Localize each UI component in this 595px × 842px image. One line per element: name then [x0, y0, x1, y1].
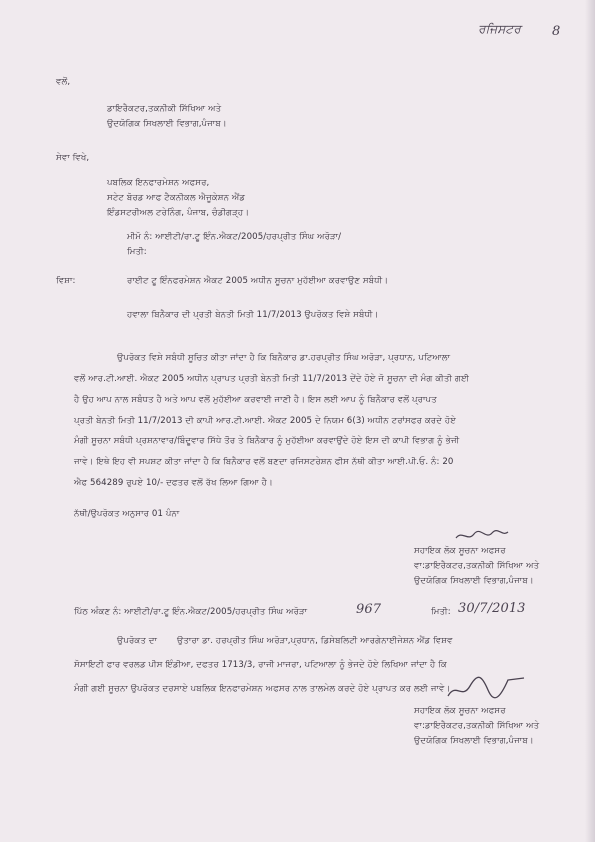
- page-edge-shadow: [585, 0, 595, 842]
- endorsement-number: ਪਿੱਠ ਅੰਕਣ ਨੰ: ਆਈਟੀ/ਰਾ.ਟੂ ਇੰਨ.ਐਕਟ/2005/ਹਰਪ੍ਰੀਤ ਸਿੰਘ ਅਰੋੜਾ: [74, 607, 308, 617]
- endorsement-handwritten-number: 967: [356, 602, 382, 617]
- signature-scribble-1: [452, 528, 512, 544]
- reference-text: ਹਵਾਲਾ ਬਿਨੈਕਾਰ ਦੀ ਪ੍ਰਤੀ ਬੇਨਤੀ ਮਿਤੀ 11/7/2013 ਉਪਰੋਕਤ ਵਿਸ਼ੇ ਸਬੰਧੀ।: [127, 310, 379, 320]
- copy-line-1: ਉਤਾਰਾ ਡਾ. ਹਰਪ੍ਰੀਤ ਸਿੰਘ ਅਰੋੜਾ,ਪ੍ਰਧਾਨ, ਡਿਸੇਬਲਿਟੀ ਆਰਗੇਨਾਈਜੇਸ਼ਨ ਐਂਡ ਵਿਸ਼ਵ: [177, 636, 453, 646]
- subject-label: ਵਿਸ਼ਾ:: [56, 276, 76, 286]
- to-label: ਸੇਵਾ ਵਿਖੇ,: [56, 153, 90, 163]
- body-line-4: ਪ੍ਰਤੀ ਬੇਨਤੀ ਮਿਤੀ 11/7/2013 ਦੀ ਕਾਪੀ ਆਰ.ਟੀ.ਆਈ. ਐਕਟ 2005 ਦੇ ਨਿਯਮ 6(3) ਅਧੀਨ ਟਰਾਂਸਫਰ ਕਰਦੇ ਹੋਏ: [74, 416, 457, 426]
- body-line-7: ਐਫ 564289 ਰੁਪਏ 10/- ਦਫਤਰ ਵਲੋਂ ਰੱਖ ਲਿਆ ਗਿਆ ਹੈ।: [74, 478, 273, 488]
- signature-1-line-3: ਉਦਯੋਗਿਕ ਸਿਖਲਾਈ ਵਿਭਾਗ,ਪੰਜਾਬ।: [414, 576, 534, 586]
- corner-number: 8: [552, 24, 561, 39]
- signature-1-line-2: ਵਾ:ਡਾਇਰੈਕਟਰ,ਤਕਨੀਕੀ ਸਿੱਖਿਆ ਅਤੇ: [414, 561, 540, 571]
- body-line-6: ਜਾਵੇ। ਇਥੇ ਇਹ ਵੀ ਸਪਸ਼ਟ ਕੀਤਾ ਜਾਂਦਾ ਹੈ ਕਿ ਬਿਨੈਕਾਰ ਵਲੋਂ ਬਣਦਾ ਰਜਿਸਟਰੇਸ਼ਨ ਫੀਸ ਨੱਥੀ ਕੀਤਾ ਆਈ.ਪੀ.ਓ. ਨੰ: 20: [74, 457, 454, 467]
- endorsement-handwritten-date: 30/7/2013: [458, 601, 526, 616]
- body-line-3: ਹੈ ਉਹ ਆਪ ਨਾਲ ਸਬੰਧਤ ਹੈ ਅਤੇ ਆਪ ਵਲੋਂ ਮੁਹੱਈਆ ਕਰਵਾਈ ਜਾਣੀ ਹੈ। ਇਸ ਲਈ ਆਪ ਨੂੰ ਬਿਨੈਕਾਰ ਵਲੋਂ ਪ੍ਰਾਪਤ: [74, 395, 437, 405]
- copy-prefix: ਉਪਰੋਕਤ ਦਾ: [117, 636, 158, 646]
- copy-line-3: ਮੰਗੀ ਗਈ ਸੂਚਨਾ ਉਪਰੋਕਤ ਦਰਸਾਏ ਪਬਲਿਕ ਇਨਫਾਰਮੇਸ਼ਨ ਅਫਸਰ ਨਾਲ ਤਾਲਮੇਲ ਕਰਦੇ ਹੋਏ ਪ੍ਰਾਪਤ ਕਰ ਲਈ ਜਾਵੇ।: [74, 684, 451, 694]
- from-label: ਵਲੋਂ,: [56, 77, 71, 87]
- sender-line-1: ਡਾਇਰੈਕਟਰ,ਤਕਨੀਕੀ ਸਿੱਖਿਆ ਅਤੇ: [107, 104, 222, 114]
- signature-2-line-3: ਉਦਯੋਗਿਕ ਸਿਖਲਾਈ ਵਿਭਾਗ,ਪੰਜਾਬ।: [414, 736, 534, 746]
- memo-number: ਮੀਮੋ ਨੰ: ਆਈਟੀ/ਰਾ.ਟੂ ਇੰਨ.ਐਕਟ/2005/ਹਰਪ੍ਰੀਤ ਸਿੰਘ ਅਰੋੜਾ/: [127, 232, 342, 242]
- memo-date-label: ਮਿਤੀ:: [127, 247, 147, 257]
- recipient-line-1: ਪਬਲਿਕ ਇਨਫਾਰਮੇਸ਼ਨ ਅਫਸਰ,: [107, 178, 210, 188]
- signature-1-title: ਸਹਾਇਕ ਲੋਕ ਸੂਚਨਾ ਅਫਸਰ: [414, 546, 506, 556]
- enclosure-note: ਨੱਥੀ/ਉਪਰੋਕਤ ਅਨੁਸਾਰ 01 ਪੰਨਾ: [74, 509, 180, 519]
- body-line-2: ਵਲੋਂ ਆਰ.ਟੀ.ਆਈ. ਐਕਟ 2005 ਅਧੀਨ ਪ੍ਰਾਪਤ ਪ੍ਰਤੀ ਬੇਨਤੀ ਮਿਤੀ 11/7/2013 ਦੇਂਦੇ ਹੋਏ ਜੋ ਸੂਚਨਾ ਦੀ ਮੰਗ ਕੀਤੀ ਗਈ: [74, 374, 470, 384]
- recipient-line-2: ਸਟੇਟ ਬੋਰਡ ਆਫ ਟੈਕਨੀਕਲ ਐਜੂਕੇਸ਼ਨ ਐਂਡ: [107, 193, 246, 203]
- sender-line-2: ਉਦਯੋਗਿਕ ਸਿਖਲਾਈ ਵਿਭਾਗ,ਪੰਜਾਬ।: [107, 119, 227, 129]
- corner-annotation: ਰਜਿਸਟਰ: [478, 22, 521, 36]
- copy-line-2: ਸੋਸਾਇਟੀ ਫਾਰ ਵਰਲਡ ਪੀਸ ਇੰਡੀਆ, ਦਫਤਰ 1713/3, ਰਾਜੀ ਮਾਜਰਾ, ਪਟਿਆਲਾ ਨੂੰ ਭੇਜਦੇ ਹੋਏ ਲਿਖਿਆ ਜਾਂਦਾ ਹੈ ਕਿ: [74, 660, 447, 670]
- signature-2-title: ਸਹਾਇਕ ਲੋਕ ਸੂਚਨਾ ਅਫਸਰ: [414, 706, 506, 716]
- subject-text: ਰਾਈਟ ਟੂ ਇੰਨਫਰਮੇਸ਼ਨ ਐਕਟ 2005 ਅਧੀਨ ਸੂਚਨਾ ਮੁਹੱਈਆ ਕਰਵਾਉਣ ਸਬੰਧੀ।: [127, 276, 389, 286]
- recipient-line-3: ਇੰਡਸਟਰੀਅਲ ਟਰੇਨਿੰਗ, ਪੰਜਾਬ, ਚੰਡੀਗੜ੍ਹ।: [107, 208, 250, 218]
- body-line-1: ਉਪਰੋਕਤ ਵਿਸ਼ੇ ਸਬੰਧੀ ਸੂਚਿਤ ਕੀਤਾ ਜਾਂਦਾ ਹੈ ਕਿ ਬਿਨੈਕਾਰ ਡਾ.ਹਰਪ੍ਰੀਤ ਸਿੰਘ ਅਰੋੜਾ, ਪ੍ਰਧਾਨ, ਪਟਿਆਲਾ: [117, 353, 451, 363]
- body-line-5: ਮੰਗੀ ਸੂਚਨਾ ਸਬੰਧੀ ਪ੍ਰਸ਼ਨਾਵਾਰ/ਬਿੰਦੂਵਾਰ ਸਿੱਧੇ ਤੌਰ ਤੇ ਬਿਨੈਕਾਰ ਨੂੰ ਮੁਹੱਈਆ ਕਰਵਾਉਂਦੇ ਹੋਏ ਇਸ ਦੀ ਕਾਪੀ ਵਿਭਾਗ ਨੂੰ ਭੇਜੀ: [74, 436, 460, 446]
- endorsement-date-label: ਮਿਤੀ:: [431, 607, 451, 617]
- signature-scribble-2: [440, 672, 530, 704]
- signature-2-line-2: ਵਾ:ਡਾਇਰੈਕਟਰ,ਤਕਨੀਕੀ ਸਿੱਖਿਆ ਅਤੇ: [414, 721, 540, 731]
